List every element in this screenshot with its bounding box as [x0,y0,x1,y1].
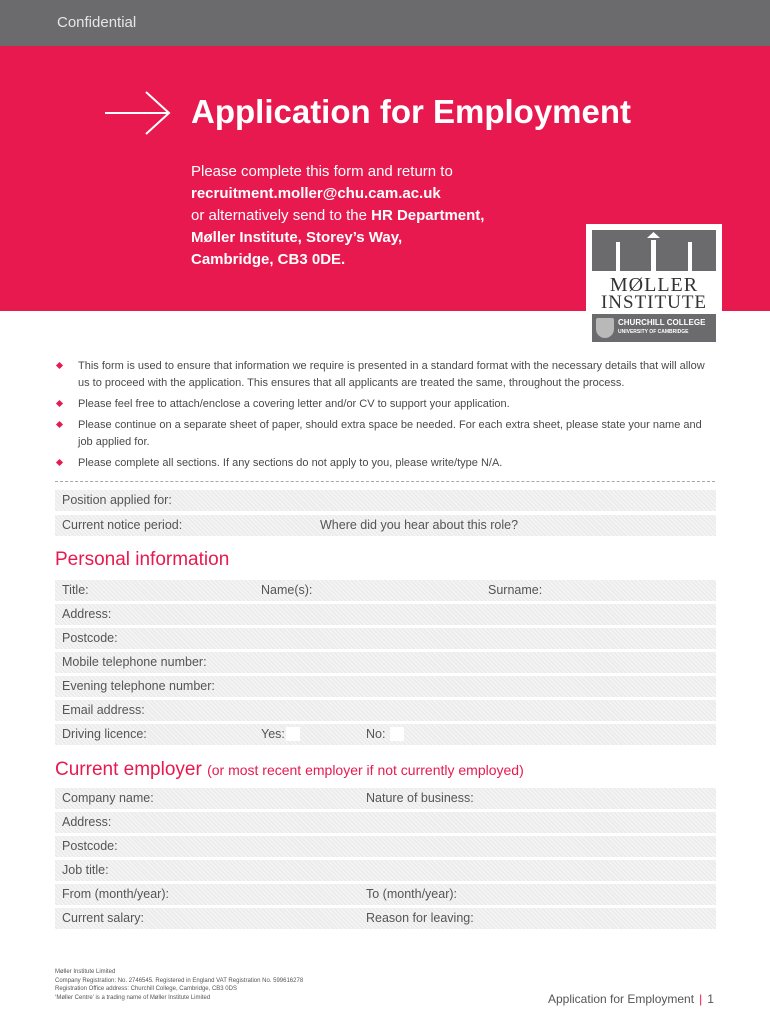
footer-line: ‘Møller Centre’ is a trading name of Møller Institute Limited [55,994,211,1001]
name-row[interactable] [55,580,716,601]
field-label: Where did you hear about this role? [320,518,519,532]
university-name: UNIVERSITY OF CAMBRIDGE [618,329,689,335]
confidential-label: Confidential [57,14,137,31]
field-label: Evening telephone number: [62,679,215,693]
employer-address-field[interactable] [55,812,716,833]
field-label: Reason for leaving: [366,911,474,925]
section-heading-personal: Personal information [55,549,230,570]
email-field[interactable] [55,700,716,721]
salary-row[interactable] [55,908,716,929]
address-line: Cambridge, CB3 0DE. [191,251,346,268]
section-heading-employer: Current employer (or most recent employer if not currently employed) [55,759,524,780]
field-label: Address: [62,815,112,829]
field-label: Company name: [62,791,154,805]
moller-institute-logo [586,224,722,348]
field-label: Position applied for: [62,493,172,507]
field-label: Nature of business: [366,791,474,805]
intro-line: or alternatively send to the [191,207,372,224]
list-item: This form is used to ensure that information we require is presented in a standard format with the necessary details that will allow us to proceed with the application. This ensures that all applicants are treated the same, throughout the process. [55,358,715,392]
driving-licence-row [55,724,716,745]
list-item: Please feel free to attach/enclose a covering letter and/or CV to support your application. [55,396,715,413]
employer-postcode-field[interactable] [55,836,716,857]
section-subheading: (or most recent employer if not currently employed) [207,762,524,778]
footer-legal [55,968,303,1002]
diamond-bullet-icon [56,362,63,369]
driving-no-checkbox[interactable] [390,727,404,741]
field-label: Postcode: [62,631,118,645]
top-bar [0,0,770,46]
instructions-list [55,358,715,476]
address-field[interactable] [55,604,716,625]
page-title: Application for Employment [191,93,632,130]
company-row[interactable] [55,788,716,809]
diamond-bullet-icon [56,421,63,428]
churchill-college-badge [592,314,716,342]
field-label: Current salary: [62,911,144,925]
field-label: Address: [62,607,112,621]
list-item: Please complete all sections. If any sections do not apply to you, please write/type N/A. [55,455,715,472]
intro-line: Please complete this form and return to [191,163,453,180]
footer-separator: | [699,992,703,1006]
evening-phone-field[interactable] [55,676,716,697]
address-line: Møller Institute, Storey’s Way, [191,229,403,246]
hr-department: HR Department, [371,207,485,224]
field-label: Yes: [261,727,285,741]
diamond-bullet-icon [56,459,63,466]
driving-yes-checkbox[interactable] [286,727,300,741]
field-label: Driving licence: [62,727,147,741]
footer-line: Company Registration: No. 2746545. Registered in England VAT Registration No. 599616278 [55,977,304,984]
mobile-field[interactable] [55,652,716,673]
field-label: From (month/year): [62,887,169,901]
field-label: Title: [62,583,89,597]
crest-icon [596,318,614,338]
logo-text-institute: INSTITUTE [600,292,708,313]
diamond-bullet-icon [56,400,63,407]
page-number: 1 [707,992,714,1006]
field-label: Surname: [488,583,543,597]
footer-line: Registration Office address: Churchill College, Cambridge, CB3 0DS [55,986,237,992]
list-item: Please continue on a separate sheet of paper, should extra space be needed. For each extra sheet, please state your name and job applied for. [55,417,715,451]
logo-mark [592,230,716,271]
dates-row[interactable] [55,884,716,905]
field-label: To (month/year): [366,887,458,901]
footer-title: Application for Employment [548,992,695,1006]
recruitment-email-link[interactable]: recruitment.moller@chu.cam.ac.uk [191,185,441,202]
field-label: Job title: [62,863,109,877]
intro-text [191,161,581,271]
college-name: CHURCHILL COLLEGE [618,318,706,327]
footer-line: Møller Institute Limited [55,969,116,975]
arrow-right-icon [103,90,173,136]
job-title-field[interactable] [55,860,716,881]
postcode-field[interactable] [55,628,716,649]
notice-period-row[interactable] [55,515,716,536]
page-footer [548,992,714,1006]
divider [55,481,715,482]
field-label: Current notice period: [62,518,183,532]
field-label: Name(s): [261,583,313,597]
field-label: Email address: [62,703,145,717]
field-label: Mobile telephone number: [62,655,207,669]
logo-text-moller: MØLLER [609,274,699,296]
position-applied-field[interactable] [55,490,716,511]
field-label: No: [366,727,386,741]
field-label: Postcode: [62,839,118,853]
